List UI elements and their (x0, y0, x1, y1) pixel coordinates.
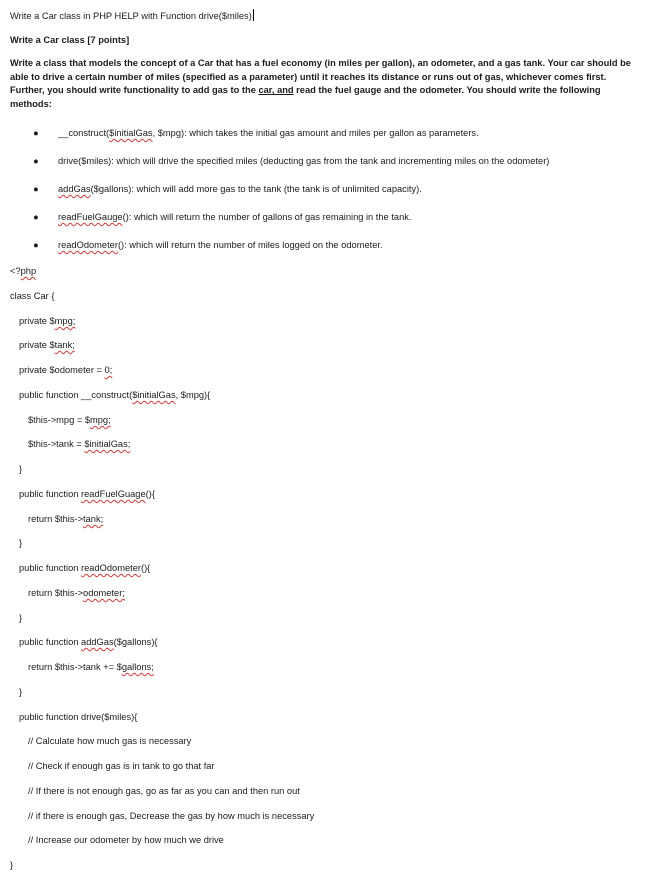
underlined-text: car, and (258, 85, 294, 96)
code-line: return $this->tank += $gallons; (28, 662, 154, 672)
code-comment: // If there is not enough gas, go as far as you can and then run out (28, 786, 300, 796)
code-line: public function __construct($initialGas, $mpg){ (19, 390, 211, 400)
list-item: readFuelGauge(): which will return the number of gallons of gas remaining in the tank. (58, 212, 412, 222)
code-line: return $this->odometer; (28, 588, 125, 598)
code-line: $this->tank = $initialGas; (28, 439, 131, 449)
code-line: private $odometer = 0; (19, 365, 113, 375)
code-line: } (19, 687, 23, 697)
text-cursor (253, 9, 254, 21)
code-line: public function readOdometer(){ (19, 563, 151, 573)
code-comment: // Calculate how much gas is necessary (28, 736, 192, 746)
code-comment: // Increase our odometer by how much we drive (28, 835, 224, 845)
code-comment: // if there is enough gas, Decrease the gas by how much is necessary (28, 811, 315, 821)
code-line: } (10, 860, 14, 870)
bullet-icon: ● (33, 156, 39, 166)
document-title[interactable]: Write a Car class in PHP HELP with Function drive($miles) (10, 11, 252, 21)
code-line: } (19, 464, 23, 474)
code-line: <?php (10, 266, 37, 276)
code-line: private $mpg; (19, 316, 76, 326)
code-comment: // Check if enough gas is in tank to go that far (28, 761, 215, 771)
section-heading: Write a Car class [7 points] (10, 35, 130, 45)
list-item: readOdometer(): which will return the number of miles logged on the odometer. (58, 240, 383, 250)
bullet-icon: ● (33, 240, 39, 250)
list-item: drive($miles): which will drive the specified miles (deducting gas from the tank and incrementing miles on the odometer) (58, 156, 550, 166)
intro-paragraph: Write a class that models the concept of a Car that has a fuel economy (in miles per gallon), an odometer, and a gas tank. Your car should be able to drive a certain number of miles (specified as a parameter) until it reaches its distance or runs out of gas, whichever comes first. Further, you should write functionality to add gas to the car, and read the fuel gauge and the odometer. You should write the following methods: (10, 58, 631, 109)
code-line: } (19, 538, 23, 548)
list-item: addGas($gallons): which will add more gas to the tank (the tank is of unlimited capacity). (58, 184, 422, 194)
code-line: private $tank; (19, 340, 75, 350)
bullet-icon: ● (33, 128, 39, 138)
list-item: __construct($initialGas, $mpg): which takes the initial gas amount and miles per gallon as parameters. (58, 128, 479, 138)
code-line: return $this->tank; (28, 514, 104, 524)
bullet-icon: ● (33, 184, 39, 194)
code-line: public function addGas($gallons){ (19, 637, 158, 647)
code-line: public function drive($miles){ (19, 712, 138, 722)
code-line: public function readFuelGuage(){ (19, 489, 155, 499)
code-line: } (19, 613, 23, 623)
code-line: class Car { (10, 291, 55, 301)
code-line: $this->mpg = $mpg; (28, 415, 111, 425)
bullet-icon: ● (33, 212, 39, 222)
